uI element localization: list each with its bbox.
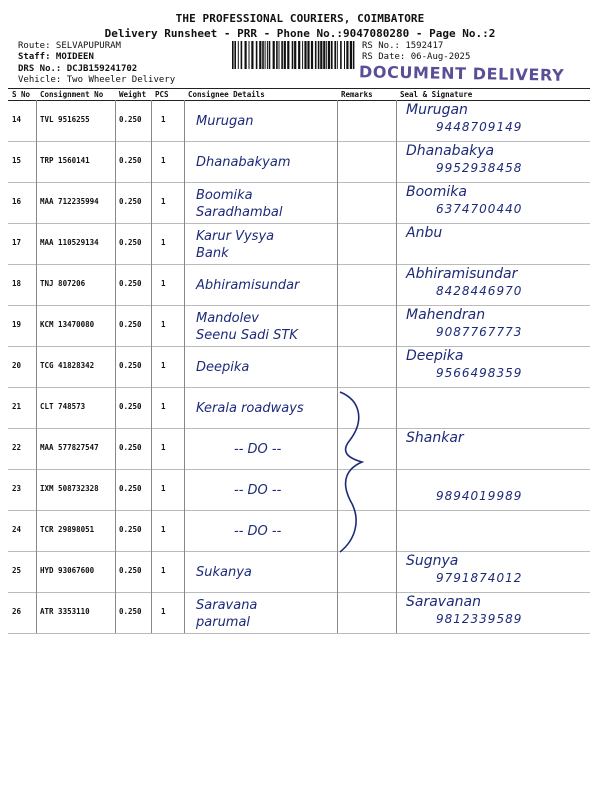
column-divider (337, 264, 338, 305)
column-divider (337, 141, 338, 182)
column-divider (184, 592, 185, 633)
consignment-number: ATR 3353110 (40, 607, 90, 616)
column-divider (337, 223, 338, 264)
column-divider (151, 346, 152, 387)
weight-value: 0.250 (119, 115, 142, 124)
barcode-bar (350, 41, 352, 69)
serial-number: 23 (12, 484, 22, 493)
phone-number: 9952938458 (436, 161, 523, 175)
column-divider (115, 100, 116, 141)
column-divider (337, 182, 338, 223)
column-divider (36, 551, 37, 592)
barcode-bar (307, 41, 309, 69)
barcode-bar (323, 41, 325, 69)
signature: Mahendran (406, 307, 486, 323)
column-divider (36, 264, 37, 305)
barcode (232, 41, 356, 69)
column-divider (184, 551, 185, 592)
rs-number: RS No.: 1592417 (362, 41, 444, 51)
column-divider (337, 469, 338, 510)
signature: Abhiramisundar (406, 266, 518, 282)
barcode-bar (294, 41, 296, 69)
phone-number: 9087767773 (436, 325, 523, 339)
barcode-bar (276, 41, 278, 69)
barcode-bar (337, 41, 338, 69)
table-row (8, 387, 590, 429)
runsheet-subtitle: Delivery Runsheet - PRR - Phone No.:9047080280 - Page No.:2 (104, 27, 496, 40)
barcode-bar (302, 41, 303, 69)
column-divider (115, 305, 116, 346)
table-row (8, 346, 590, 388)
weight-value: 0.250 (119, 197, 142, 206)
consignee-name: Deepika (196, 360, 250, 375)
pcs-value: 1 (161, 443, 166, 452)
consignment-number: MAA 110529134 (40, 238, 99, 247)
column-divider (151, 100, 152, 141)
column-divider (184, 223, 185, 264)
column-divider (396, 428, 397, 469)
column-divider (36, 469, 37, 510)
consignment-number: TCR 29898051 (40, 525, 95, 534)
pcs-value: 1 (161, 361, 166, 370)
column-divider (115, 223, 116, 264)
signature: Dhanabakya (406, 143, 495, 159)
consignment-number: MAA 577827547 (40, 443, 99, 452)
phone-number: 9791874012 (436, 571, 523, 585)
barcode-bar (245, 41, 247, 69)
column-divider (36, 387, 37, 428)
serial-number: 25 (12, 566, 22, 575)
barcode-bar (238, 41, 239, 69)
column-divider (151, 510, 152, 551)
barcode-bar (267, 41, 268, 69)
consignment-number: TVL 9516255 (40, 115, 90, 124)
barcode-bar (281, 41, 283, 69)
consignment-number: KCM 13470080 (40, 320, 95, 329)
column-divider (115, 469, 116, 510)
column-divider (396, 182, 397, 223)
consignment-number: HYD 93067600 (40, 566, 95, 575)
weight-value: 0.250 (119, 238, 142, 247)
pcs-value: 1 (161, 115, 166, 124)
weight-value: 0.250 (119, 607, 142, 616)
serial-number: 16 (12, 197, 22, 206)
vehicle-label: Vehicle: Two Wheeler Delivery (18, 75, 176, 85)
consignee-name: Saravana (196, 598, 258, 613)
col-weight: Weight (119, 90, 147, 99)
column-divider (396, 469, 397, 510)
barcode-bar (232, 41, 234, 69)
table-row (8, 223, 590, 265)
consignee-name: -- DO -- (234, 524, 282, 539)
column-divider (184, 264, 185, 305)
consignment-number: TCG 41828342 (40, 361, 95, 370)
pcs-value: 1 (161, 197, 166, 206)
drs-number: DRS No.: DCJB159241702 (18, 64, 138, 74)
phone-number: 9812339589 (436, 612, 523, 626)
column-divider (151, 141, 152, 182)
column-divider (115, 551, 116, 592)
pcs-value: 1 (161, 525, 166, 534)
serial-number: 22 (12, 443, 22, 452)
staff-label: Staff: MOIDEEN (18, 52, 94, 62)
phone-number: 8428446970 (436, 284, 523, 298)
route-label: Route: SELVAPUPURAM (18, 41, 121, 51)
barcode-bar (251, 41, 253, 69)
barcode-bar (265, 41, 266, 69)
column-divider (396, 305, 397, 346)
col-consignee: Consignee Details (188, 90, 265, 99)
barcode-bar (334, 41, 336, 69)
column-divider (337, 387, 338, 428)
column-divider (396, 223, 397, 264)
consignment-number: CLT 748573 (40, 402, 86, 411)
table-row (8, 551, 590, 593)
serial-number: 18 (12, 279, 22, 288)
consignee-name: Bank (196, 246, 229, 261)
table-row (8, 100, 590, 142)
company-title: THE PROFESSIONAL COURIERS, COIMBATORE (175, 12, 425, 25)
column-divider (337, 551, 338, 592)
column-divider (36, 428, 37, 469)
column-divider (115, 346, 116, 387)
barcode-bar (318, 41, 320, 69)
barcode-bar (284, 41, 286, 69)
barcode-bar (292, 41, 294, 69)
column-divider (151, 469, 152, 510)
column-divider (337, 510, 338, 551)
signature: Boomika (406, 184, 467, 200)
barcode-bar (304, 41, 306, 69)
column-divider (151, 264, 152, 305)
weight-value: 0.250 (119, 402, 142, 411)
column-divider (396, 100, 397, 141)
weight-value: 0.250 (119, 566, 142, 575)
column-divider (36, 141, 37, 182)
column-divider (184, 387, 185, 428)
weight-value: 0.250 (119, 484, 142, 493)
table-row (8, 141, 590, 183)
column-divider (396, 551, 397, 592)
column-divider (396, 264, 397, 305)
barcode-bar (353, 41, 355, 69)
column-divider (151, 387, 152, 428)
barcode-bar (269, 41, 271, 69)
consignee-name: Sukanya (196, 565, 252, 580)
column-divider (184, 182, 185, 223)
column-divider (184, 469, 185, 510)
consignee-name: Dhanabakyam (196, 155, 291, 170)
column-divider (151, 551, 152, 592)
barcode-bar (249, 41, 250, 69)
column-divider (396, 592, 397, 633)
weight-value: 0.250 (119, 279, 142, 288)
weight-value: 0.250 (119, 525, 142, 534)
consignee-name: parumal (196, 615, 251, 630)
column-divider (36, 510, 37, 551)
column-divider (396, 346, 397, 387)
column-divider (115, 510, 116, 551)
column-divider (151, 428, 152, 469)
col-pcs: PCS (155, 90, 169, 99)
column-divider (337, 592, 338, 633)
column-divider (36, 592, 37, 633)
serial-number: 20 (12, 361, 22, 370)
column-divider (184, 305, 185, 346)
barcode-bar (262, 41, 264, 69)
document-delivery-stamp: DOCUMENT DELIVERY (358, 62, 565, 85)
consignee-name: Boomika (196, 188, 253, 203)
consignee-name: Karur Vysya (196, 229, 275, 244)
signature: Murugan (406, 102, 468, 118)
column-divider (115, 387, 116, 428)
barcode-bar (326, 41, 327, 69)
column-divider (115, 428, 116, 469)
phone-number: 6374700440 (436, 202, 523, 216)
table-row (8, 469, 590, 511)
consignment-number: TRP 1560141 (40, 156, 90, 165)
column-divider (151, 592, 152, 633)
table-row (8, 305, 590, 347)
table-row (8, 592, 590, 634)
pcs-value: 1 (161, 279, 166, 288)
signature: Sugnya (406, 553, 459, 569)
consignee-name: Saradhambal (196, 205, 283, 220)
serial-number: 14 (12, 115, 22, 124)
column-divider (115, 264, 116, 305)
col-seal-signature: Seal & Signature (400, 90, 473, 99)
column-divider (36, 223, 37, 264)
barcode-bar (344, 41, 345, 69)
signature: Deepika (406, 348, 464, 364)
phone-number: 9894019989 (436, 489, 523, 503)
column-divider (396, 141, 397, 182)
consignee-name: Seenu Sadi STK (196, 328, 298, 343)
barcode-bar (287, 41, 289, 69)
barcode-bar (279, 41, 280, 69)
phone-number: 9566498359 (436, 366, 523, 380)
serial-number: 24 (12, 525, 22, 534)
column-divider (151, 223, 152, 264)
column-divider (184, 100, 185, 141)
serial-number: 21 (12, 402, 22, 411)
rs-date: RS Date: 06-Aug-2025 (362, 52, 471, 62)
consignee-name: Mandolev (196, 311, 259, 326)
barcode-bar (241, 41, 243, 69)
column-divider (337, 305, 338, 346)
table-row (8, 182, 590, 224)
column-divider (36, 100, 37, 141)
column-divider (184, 141, 185, 182)
consignment-number: MAA 712235994 (40, 197, 99, 206)
consignee-name: Abhiramisundar (196, 278, 300, 293)
consignee-name: Kerala roadways (196, 401, 304, 416)
barcode-bar (259, 41, 261, 69)
barcode-bar (315, 41, 317, 69)
column-divider (396, 387, 397, 428)
pcs-value: 1 (161, 320, 166, 329)
barcode-bar (273, 41, 275, 69)
pcs-value: 1 (161, 238, 166, 247)
phone-number: 9448709149 (436, 120, 523, 134)
serial-number: 15 (12, 156, 22, 165)
column-divider (115, 592, 116, 633)
barcode-bar (311, 41, 313, 69)
pcs-value: 1 (161, 484, 166, 493)
serial-number: 26 (12, 607, 22, 616)
column-divider (36, 305, 37, 346)
column-divider (337, 100, 338, 141)
signature: Anbu (406, 225, 443, 241)
consignee-name: -- DO -- (234, 483, 282, 498)
column-divider (184, 346, 185, 387)
consignment-number: TNJ 807206 (40, 279, 86, 288)
barcode-bar (328, 41, 330, 69)
consignee-name: -- DO -- (234, 442, 282, 457)
barcode-bar (234, 41, 236, 69)
column-divider (337, 428, 338, 469)
column-divider (115, 141, 116, 182)
signature: Shankar (406, 430, 464, 446)
pcs-value: 1 (161, 156, 166, 165)
weight-value: 0.250 (119, 361, 142, 370)
serial-number: 19 (12, 320, 22, 329)
col-remarks: Remarks (341, 90, 373, 99)
column-divider (115, 182, 116, 223)
table-row (8, 510, 590, 552)
serial-number: 17 (12, 238, 22, 247)
barcode-bar (298, 41, 300, 69)
table-row (8, 264, 590, 306)
barcode-bar (256, 41, 258, 69)
col-sno: S No (12, 90, 31, 99)
barcode-bar (320, 41, 322, 69)
consignment-number: IXM 508732328 (40, 484, 99, 493)
pcs-value: 1 (161, 402, 166, 411)
pcs-value: 1 (161, 607, 166, 616)
col-consignment: Consignment No (40, 90, 104, 99)
column-divider (184, 510, 185, 551)
weight-value: 0.250 (119, 320, 142, 329)
column-divider (151, 305, 152, 346)
column-divider (151, 182, 152, 223)
signature: Saravanan (406, 594, 481, 610)
barcode-bar (346, 41, 348, 69)
table-row (8, 428, 590, 470)
column-divider (337, 346, 338, 387)
column-divider (184, 428, 185, 469)
column-divider (36, 346, 37, 387)
barcode-bar (331, 41, 333, 69)
column-divider (396, 510, 397, 551)
barcode-bar (340, 41, 342, 69)
weight-value: 0.250 (119, 156, 142, 165)
pcs-value: 1 (161, 566, 166, 575)
consignee-name: Murugan (196, 114, 254, 129)
column-divider (36, 182, 37, 223)
weight-value: 0.250 (119, 443, 142, 452)
